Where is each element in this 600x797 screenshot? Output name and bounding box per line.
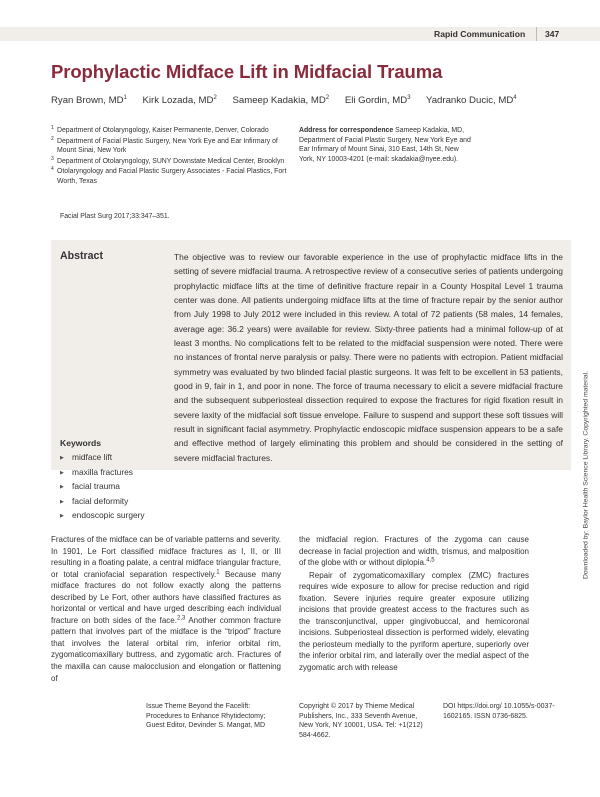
- body-paragraph: Repair of zygomaticomaxillary complex (ZMC) fractures requires wide exposure to allow for precise reduction and rigid fixation. Severe injuries require greater exposure utilizing incisions that provide greatest access to the fractures such as the transconjunctival, upper gingivobuccal, and hemicoronal incisions. Subperiosteal dissection is performed widely, elevating the periosteum medially to the pyriform aperture, superiorly over the inferior orbital rim, and laterally over the medial aspect of the zygomatic arch with release: [299, 570, 529, 673]
- affiliation-item: 2 Department of Facial Plastic Surgery, New York Eye and Ear Infirmary of Mount Sinai, New York: [51, 135, 278, 154]
- journal-citation: Facial Plast Surg 2017;33:347–351.: [60, 213, 170, 220]
- affiliation-item: 1 Department of Otolaryngology, Kaiser Permanente, Denver, Colorado: [51, 125, 269, 134]
- abstract-text: The objective was to review our favorable experience in the use of prophylactic midface lifts in the setting of severe midfacial trauma. A retrospective review of a consecutive series of patients undergoing prophylactic midface lifts at the time of definitive fracture repair in a County Hospital Level 1 trauma center was done. All patients undergoing midface lifts at the time of fracture repair by the senior author from July 1998 to July 2012 were included in this review. A total of 72 patients (58 males, 14 females, average age: 36.2 years) were available for review. Sixty-three patients had a minimal follow-up of at least 3 months. No complications felt to be related to the midfacial suspension were noted. There were no instances of frontal nerve paralysis or palsy. There were no patients with ectropion. Patient midfacial symmetry was evaluated by two blinded facial plastic surgeons. It was felt to be excellent in 53 patients, good in 9, fair in 1, and poor in none. The force of trauma necessary to elicit a severe midfacial fracture and the subsequent subperiosteal dissection required to expose the fractures for rigid fixation result in severe laxity of the midfacial soft tissue envelope. Failure to suspend and support these soft tissues will result in significant facial asymmetry. Prophylactic endoscopic midface suspension appears to be a safe and effective method of largely eliminating this problem and should be considered in the setting of severe midfacial fractures.: [174, 252, 563, 463]
- keyword-item[interactable]: ▶ maxilla fractures: [60, 466, 170, 481]
- section-label: Rapid Communication: [434, 29, 526, 39]
- body-column-left: [51, 534, 281, 684]
- reference-citation[interactable]: 2,3: [176, 615, 186, 622]
- doi-issn-note: DOI https://doi.org/ 10.1055/s-0037-1602165. ISSN 0736-6825.: [443, 703, 555, 720]
- author-list: [51, 95, 571, 106]
- affiliations: [51, 126, 296, 187]
- keyword-item[interactable]: ▶ facial trauma: [60, 480, 170, 495]
- author[interactable]: Sameep Kadakia, $MD^2$: [232, 94, 330, 106]
- reference-citation[interactable]: 4,5: [426, 557, 435, 564]
- header-divider: [536, 27, 537, 41]
- author[interactable]: Kirk Lozada, $MD^2$: [142, 94, 217, 106]
- affiliation-item: 3 Department of Otolaryngology, SUNY Downstate Medical Center, Brooklyn: [51, 155, 285, 165]
- keyword-item[interactable]: ▶ endoscopic surgery: [60, 509, 170, 524]
- correspondence-address: [299, 126, 474, 164]
- keyword-item[interactable]: ▶ facial deformity: [60, 495, 170, 510]
- keywords-list: [60, 451, 170, 524]
- abstract-heading: Abstract: [60, 250, 103, 262]
- correspondence-text: Sameep Kadakia, MD, Department of Facial Plastic Surgery, New York Eye and Ear Infirmary of Mount Sinai, 310 East, 14th St, New York, NY 10003-4201 (e-mail: skadakia@nyee.edu).: [299, 127, 471, 163]
- page-number: 347: [545, 29, 560, 39]
- body-paragraph: the midfacial region. Fractures of the zygoma can cause decrease in facial projection and width, trismus, and malposition of the globe with or without diplopia.$^{4,5}$: [299, 535, 529, 568]
- article-title: Prophylactic Midface Lift in Midfacial Trauma: [51, 61, 443, 82]
- body-column-right: [299, 534, 529, 674]
- keywords-heading: Keywords: [60, 438, 102, 448]
- body-paragraph: Fractures of the midface can be of variable patterns and severity. In 1901, Le Fort classified midface fractures as I, II, or III resulting in a floating palate, a central midface triangular fracture, or total craniofacial separation respectively.$^1$ Because many midface fractures do not follow exactly along the patterns described by Le Fort, other authors have classified fractures as horizontal or vertical and have urged describing each individual fracture on both sides of the face.$^{2,3}$ Another common fracture pattern that involves part of the midface is the “tripod” fracture that involves the lateral orbital rim, inferior orbital rim, zygomaticomaxillary buttress, and zygomatic arch. Fractures of the maxilla can cause malocclusion and elongation or flattening of: [51, 535, 281, 683]
- keyword-item[interactable]: ▶ midface lift: [60, 451, 170, 466]
- author[interactable]: Ryan Brown, $MD^1$: [51, 94, 127, 106]
- copyright-note: Copyright © 2017 by Thieme Medical Publishers, Inc., 333 Seventh Avenue, New York, NY 10001, USA. Tel: +1(212) 584-4662.: [299, 703, 423, 739]
- affiliation-item: 4 Otolaryngology and Facial Plastic Surgery Associates - Facial Plastics, Fort Worth, Texas: [51, 166, 287, 185]
- author[interactable]: Eli Gordin, $MD^3$: [344, 94, 411, 106]
- author[interactable]: Yadranko Ducic, $MD^4$: [426, 94, 517, 106]
- correspondence-label: Address for correspondence: [299, 127, 394, 134]
- issue-theme-note: Issue Theme Beyond the Facelift: Procedures to Enhance Rhytidectomy; Guest Editor, Devinder S. Mangat, MD: [146, 703, 266, 729]
- reference-citation[interactable]: 1: [216, 568, 220, 575]
